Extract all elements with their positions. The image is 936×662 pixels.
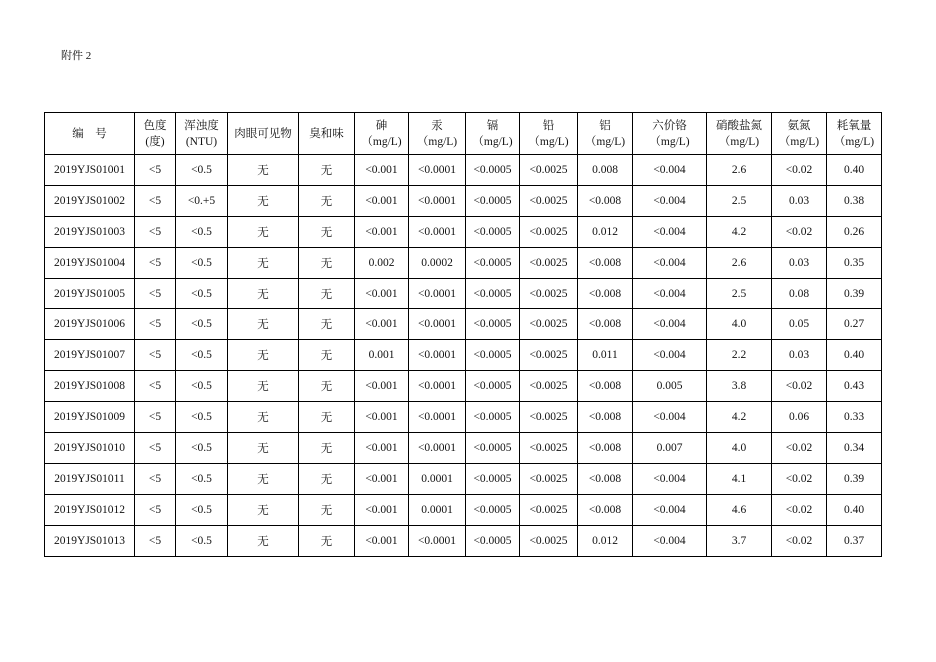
- table-cell: <0.0005: [466, 371, 520, 402]
- table-cell: 无: [299, 247, 355, 278]
- table-cell: 0.43: [827, 371, 882, 402]
- column-header-label: 汞: [431, 119, 443, 132]
- column-header-unit: （mg/L): [528, 135, 569, 148]
- table-cell: <5: [135, 463, 176, 494]
- table-cell: <0.5: [176, 278, 228, 309]
- table-cell: 0.011: [578, 340, 633, 371]
- table-cell: <0.004: [633, 278, 707, 309]
- column-header-label: 铅: [542, 119, 555, 132]
- table-cell: <0.004: [633, 340, 707, 371]
- table-cell: <0.5: [176, 433, 228, 464]
- column-header-label: 肉眼可见物: [234, 127, 292, 140]
- table-cell: 3.7: [707, 525, 772, 556]
- table-cell: <0.5: [176, 525, 228, 556]
- table-cell: 2.6: [707, 247, 772, 278]
- table-cell: 2019YJS01013: [45, 525, 135, 556]
- table-cell: <0.0005: [466, 402, 520, 433]
- table-cell: <0.008: [578, 247, 633, 278]
- table-cell: 0.40: [827, 340, 882, 371]
- column-header: [45, 113, 135, 155]
- column-header-label: 六价铬: [652, 119, 687, 132]
- table-cell: <0.001: [355, 525, 409, 556]
- table-cell: <0.02: [772, 216, 827, 247]
- table-cell: <0.+5: [176, 185, 228, 216]
- table-cell: 0.33: [827, 402, 882, 433]
- table-cell: <0.008: [578, 402, 633, 433]
- table-cell: <0.0005: [466, 247, 520, 278]
- table-cell: <0.004: [633, 155, 707, 186]
- table-cell: <0.0001: [409, 525, 466, 556]
- table-cell: 无: [228, 371, 299, 402]
- column-header-label: 硝酸盐氮: [716, 119, 762, 132]
- table-cell: <5: [135, 494, 176, 525]
- column-header: [827, 113, 882, 155]
- column-header-label: 砷: [375, 119, 388, 132]
- table-cell: <0.5: [176, 463, 228, 494]
- table-cell: <0.0025: [520, 463, 578, 494]
- table-cell: 无: [228, 340, 299, 371]
- table-cell: <0.008: [578, 433, 633, 464]
- table-cell: <0.02: [772, 155, 827, 186]
- table-cell: <0.004: [633, 494, 707, 525]
- table-cell: <0.004: [633, 216, 707, 247]
- table-cell: 2019YJS01001: [45, 155, 135, 186]
- table-cell: <5: [135, 278, 176, 309]
- table-cell: <5: [135, 525, 176, 556]
- table-cell: <5: [135, 155, 176, 186]
- table-cell: 无: [299, 463, 355, 494]
- table-cell: 2.5: [707, 185, 772, 216]
- table-cell: 0.03: [772, 185, 827, 216]
- table-cell: 2019YJS01003: [45, 216, 135, 247]
- table-row: [45, 247, 882, 278]
- attachment-label: 附件 2: [61, 50, 92, 62]
- table-row: [45, 155, 882, 186]
- table-cell: 2.5: [707, 278, 772, 309]
- table-cell: <0.001: [355, 309, 409, 340]
- column-header: [176, 113, 228, 155]
- table-cell: <0.001: [355, 278, 409, 309]
- table-body: [45, 155, 882, 557]
- table-cell: 无: [228, 309, 299, 340]
- column-header: [772, 113, 827, 155]
- table-cell: 无: [228, 463, 299, 494]
- table-cell: 2019YJS01006: [45, 309, 135, 340]
- table-cell: <5: [135, 340, 176, 371]
- column-header-label: 色度: [143, 119, 167, 132]
- table-cell: 0.002: [355, 247, 409, 278]
- table-row: [45, 494, 882, 525]
- table-cell: 无: [228, 155, 299, 186]
- table-cell: 0.03: [772, 247, 827, 278]
- table-cell: 无: [299, 402, 355, 433]
- table-cell: 无: [299, 155, 355, 186]
- table-cell: <0.0005: [466, 340, 520, 371]
- table-cell: <0.001: [355, 402, 409, 433]
- table-cell: <0.02: [772, 371, 827, 402]
- column-header-unit: （mg/L): [416, 135, 458, 148]
- table-cell: <0.001: [355, 433, 409, 464]
- table-cell: <5: [135, 433, 176, 464]
- table-cell: 无: [228, 525, 299, 556]
- table-cell: 0.0001: [409, 494, 466, 525]
- table-cell: <0.008: [578, 463, 633, 494]
- table-cell: 2019YJS01007: [45, 340, 135, 371]
- table-cell: <0.0005: [466, 185, 520, 216]
- column-header: [299, 113, 355, 155]
- table-cell: <0.0001: [409, 433, 466, 464]
- table-cell: <0.5: [176, 494, 228, 525]
- water-quality-table: [44, 112, 882, 557]
- table-cell: 无: [299, 309, 355, 340]
- column-header-unit: （mg/L): [361, 135, 402, 148]
- table-cell: <5: [135, 216, 176, 247]
- column-header-unit: （mg/L): [778, 135, 820, 148]
- table-cell: <0.0025: [520, 278, 578, 309]
- table-cell: <0.008: [578, 371, 633, 402]
- column-header-label: 浑浊度: [184, 119, 219, 132]
- table-cell: <0.0025: [520, 155, 578, 186]
- table-cell: <0.0001: [409, 371, 466, 402]
- column-header-label: 臭和味: [309, 127, 344, 140]
- table-cell: 0.40: [827, 155, 882, 186]
- column-header: [228, 113, 299, 155]
- table-cell: <0.5: [176, 247, 228, 278]
- table-cell: 0.40: [827, 494, 882, 525]
- table-cell: <0.008: [578, 278, 633, 309]
- table-cell: <0.001: [355, 371, 409, 402]
- table-cell: <0.0025: [520, 309, 578, 340]
- table-cell: <0.001: [355, 494, 409, 525]
- table-row: [45, 309, 882, 340]
- table-row: [45, 525, 882, 556]
- table-cell: <0.0005: [466, 278, 520, 309]
- table-cell: <0.0001: [409, 155, 466, 186]
- column-header: [520, 113, 578, 155]
- table-cell: 2019YJS01011: [45, 463, 135, 494]
- table-cell: <0.001: [355, 463, 409, 494]
- table-cell: <0.004: [633, 247, 707, 278]
- table-header: [45, 113, 882, 155]
- table-cell: 2.2: [707, 340, 772, 371]
- table-cell: <0.0005: [466, 525, 520, 556]
- table-cell: 无: [299, 216, 355, 247]
- column-header: [409, 113, 466, 155]
- table-cell: <0.0025: [520, 371, 578, 402]
- column-header: [135, 113, 176, 155]
- table-cell: <0.0025: [520, 247, 578, 278]
- table-cell: 4.0: [707, 309, 772, 340]
- column-header-unit: （mg/L): [718, 135, 760, 148]
- table-cell: <0.0005: [466, 463, 520, 494]
- column-header-unit: （mg/L): [584, 135, 626, 148]
- column-header-unit: (度): [145, 135, 165, 148]
- table-cell: 无: [299, 494, 355, 525]
- table-cell: <0.004: [633, 185, 707, 216]
- table-cell: 2019YJS01005: [45, 278, 135, 309]
- table-row: [45, 216, 882, 247]
- table-cell: 4.0: [707, 433, 772, 464]
- table-cell: <5: [135, 185, 176, 216]
- table-cell: 0.0002: [409, 247, 466, 278]
- table-cell: 0.008: [578, 155, 633, 186]
- column-header: [578, 113, 633, 155]
- table-cell: <0.001: [355, 155, 409, 186]
- table-cell: <0.02: [772, 525, 827, 556]
- table-cell: 4.2: [707, 216, 772, 247]
- table-cell: <0.0025: [520, 340, 578, 371]
- table-cell: 0.007: [633, 433, 707, 464]
- table-cell: <0.0025: [520, 433, 578, 464]
- table-cell: 3.8: [707, 371, 772, 402]
- table-cell: <0.0005: [466, 494, 520, 525]
- table-cell: <0.0001: [409, 340, 466, 371]
- table-cell: <5: [135, 371, 176, 402]
- table-cell: <0.0025: [520, 525, 578, 556]
- table-cell: 0.39: [827, 463, 882, 494]
- table-cell: <0.02: [772, 433, 827, 464]
- table-cell: <0.0005: [466, 433, 520, 464]
- table-cell: <0.0005: [466, 216, 520, 247]
- table-cell: <0.008: [578, 494, 633, 525]
- table-row: [45, 278, 882, 309]
- table-cell: <0.5: [176, 309, 228, 340]
- table-row: [45, 433, 882, 464]
- table-row: [45, 371, 882, 402]
- table-cell: 无: [228, 185, 299, 216]
- table-cell: <0.0001: [409, 216, 466, 247]
- table-cell: <0.0001: [409, 278, 466, 309]
- table-cell: 0.06: [772, 402, 827, 433]
- table-cell: 0.08: [772, 278, 827, 309]
- table-cell: <0.0025: [520, 185, 578, 216]
- table-row: [45, 340, 882, 371]
- table-cell: <0.5: [176, 402, 228, 433]
- table-cell: 0.37: [827, 525, 882, 556]
- table-cell: 无: [228, 247, 299, 278]
- table-cell: 无: [299, 185, 355, 216]
- table-cell: 0.34: [827, 433, 882, 464]
- table-cell: 0.05: [772, 309, 827, 340]
- table-cell: <0.02: [772, 494, 827, 525]
- table-cell: 无: [299, 371, 355, 402]
- column-header-unit: （mg/L): [833, 135, 875, 148]
- table-cell: 0.38: [827, 185, 882, 216]
- table-cell: <5: [135, 402, 176, 433]
- table-cell: 2.6: [707, 155, 772, 186]
- table-cell: <0.0001: [409, 185, 466, 216]
- table-cell: 无: [228, 494, 299, 525]
- table-cell: <0.001: [355, 185, 409, 216]
- table-cell: 2019YJS01004: [45, 247, 135, 278]
- table-cell: <0.004: [633, 309, 707, 340]
- table-cell: <0.004: [633, 463, 707, 494]
- table-cell: <0.0025: [520, 216, 578, 247]
- column-header-label: 铝: [599, 119, 611, 132]
- table-cell: 无: [299, 433, 355, 464]
- column-header-unit: (NTU): [185, 135, 218, 148]
- table-cell: <0.0025: [520, 494, 578, 525]
- column-header-label: 编 号: [72, 127, 107, 140]
- table-cell: 2019YJS01012: [45, 494, 135, 525]
- table-cell: 4.6: [707, 494, 772, 525]
- table-row: [45, 185, 882, 216]
- table-cell: <0.0001: [409, 309, 466, 340]
- table-cell: 0.005: [633, 371, 707, 402]
- table-cell: 0.03: [772, 340, 827, 371]
- table-cell: <0.001: [355, 216, 409, 247]
- table-cell: 无: [299, 340, 355, 371]
- table-cell: <0.008: [578, 185, 633, 216]
- table-cell: 0.39: [827, 278, 882, 309]
- table-cell: 2019YJS01010: [45, 433, 135, 464]
- table-cell: 0.27: [827, 309, 882, 340]
- table-cell: <5: [135, 309, 176, 340]
- table-cell: 0.0001: [409, 463, 466, 494]
- column-header-label: 耗氧量: [836, 119, 872, 132]
- table-cell: 4.1: [707, 463, 772, 494]
- column-header: [633, 113, 707, 155]
- table-cell: 无: [228, 278, 299, 309]
- column-header: [466, 113, 520, 155]
- table-cell: 无: [228, 216, 299, 247]
- table-cell: <0.5: [176, 371, 228, 402]
- table-cell: <0.004: [633, 525, 707, 556]
- table-cell: <0.004: [633, 402, 707, 433]
- table-cell: <0.0001: [409, 402, 466, 433]
- table-cell: 0.35: [827, 247, 882, 278]
- table-cell: 4.2: [707, 402, 772, 433]
- table-cell: 2019YJS01008: [45, 371, 135, 402]
- column-header-label: 镉: [486, 119, 499, 132]
- table-cell: 无: [299, 278, 355, 309]
- column-header-unit: （mg/L): [472, 135, 513, 148]
- table-cell: 0.001: [355, 340, 409, 371]
- table-cell: <0.5: [176, 216, 228, 247]
- column-header-unit: （mg/L): [649, 135, 690, 148]
- table-cell: <0.02: [772, 463, 827, 494]
- table-cell: 无: [228, 402, 299, 433]
- table-cell: <0.008: [578, 309, 633, 340]
- table-cell: 无: [228, 433, 299, 464]
- header-row: [45, 113, 882, 155]
- table-row: [45, 463, 882, 494]
- table-cell: 0.26: [827, 216, 882, 247]
- table-cell: 无: [299, 525, 355, 556]
- column-header: [355, 113, 409, 155]
- table-cell: <0.5: [176, 340, 228, 371]
- column-header-label: 氨氮: [787, 119, 811, 132]
- table-cell: <5: [135, 247, 176, 278]
- table-row: [45, 402, 882, 433]
- table-cell: <0.5: [176, 155, 228, 186]
- table-cell: 2019YJS01009: [45, 402, 135, 433]
- table-cell: <0.0025: [520, 402, 578, 433]
- column-header: [707, 113, 772, 155]
- table-cell: 0.012: [578, 525, 633, 556]
- table-cell: 0.012: [578, 216, 633, 247]
- table-cell: <0.0005: [466, 309, 520, 340]
- table-cell: <0.0005: [466, 155, 520, 186]
- table-cell: 2019YJS01002: [45, 185, 135, 216]
